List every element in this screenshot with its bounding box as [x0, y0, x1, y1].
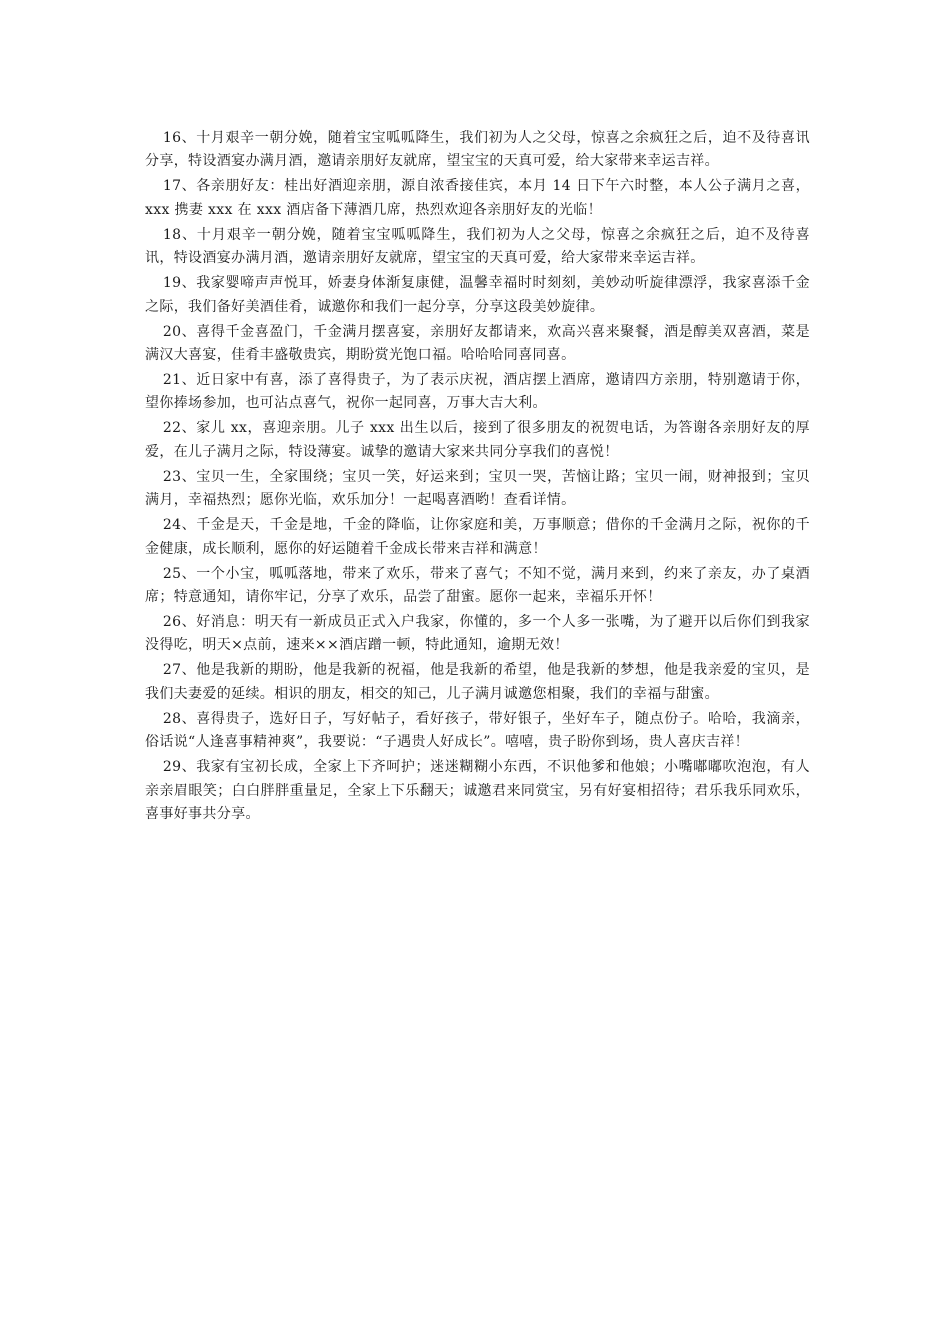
paragraph-24: 24、千金是天，千金是地，千金的降临，让你家庭和美，万事顺意；借你的千金满月之际，祝你的千金健康，成长顺利，愿你的好运随着千金成长带来吉祥和满意！ — [145, 517, 810, 557]
paragraph-23: 23、宝贝一生，全家围绕；宝贝一笑，好运来到；宝贝一哭，苦恼让路；宝贝一闹，财神报到；宝贝满月，幸福热烈；愿你光临，欢乐加分！一起喝喜酒哟！查看详情。 — [145, 468, 810, 509]
paragraph-25: 25、一个小宝，呱呱落地，带来了欢乐，带来了喜气；不知不觉，满月来到，约来了亲友，办了桌酒席；特意通知，请你牢记，分享了欢乐，品尝了甜蜜。愿你一起来，幸福乐开怀！ — [145, 565, 810, 606]
paragraph-18: 18、十月艰辛一朝分娩，随着宝宝呱呱降生，我们初为人之父母，惊喜之余疯狂之后，迫不及待喜讯，特设酒宴办满月酒，邀请亲朋好友就席，望宝宝的天真可爱，给大家带来幸运吉祥。 — [145, 226, 810, 267]
paragraph-22: 22、家儿 xx，喜迎亲朋。儿子 xxx 出生以后，接到了很多朋友的祝贺电话，为答谢各亲朋好友的厚爱，在儿子满月之际，特设薄宴。诚挚的邀请大家来共同分享我们的喜悦！ — [145, 420, 810, 460]
paragraph-20: 20、喜得千金喜盈门，千金满月摆喜宴，亲朋好友都请来，欢高兴喜来聚餐，酒是醇美双喜酒，菜是满汉大喜宴，佳肴丰盛敬贵宾，期盼赏光饱口福。哈哈哈同喜同喜。 — [145, 323, 810, 364]
paragraph-16: 16、十月艰辛一朝分娩，随着宝宝呱呱降生，我们初为人之父母，惊喜之余疯狂之后，迫不及待喜讯分享，特设酒宴办满月酒，邀请亲朋好友就席，望宝宝的天真可爱，给大家带来幸运吉祥。 — [145, 130, 810, 170]
paragraph-21: 21、近日家中有喜，添了喜得贵子，为了表示庆祝，酒店摆上酒席，邀请四方亲朋，特别邀请于你，望你捧场参加，也可沾点喜气，祝你一起同喜，万事大吉大利。 — [145, 372, 810, 412]
paragraph-19: 19、我家婴啼声声悦耳，娇妻身体渐复康健，温馨幸福时时刻刻，美妙动听旋律漂浮，我家喜添千金之际，我们备好美酒佳肴，诚邀你和我们一起分享，分享这段美妙旋律。 — [145, 275, 810, 315]
paragraph-17: 17、各亲朋好友：桂出好酒迎亲朋，源自浓香接佳宾，本月 14 日下午六时整，本人公子满月之喜，xxx 携妻 xxx 在 xxx 酒店备下薄酒几席，热烈欢迎各亲朋好友的光临！ — [145, 178, 810, 218]
paragraph-27: 27、他是我新的期盼，他是我新的祝福，他是我新的希望，他是我新的梦想，他是我亲爱的宝贝，是我们夫妻爱的延续。相识的朋友，相交的知己，儿子满月诚邀您相聚，我们的幸福与甜蜜。 — [145, 662, 810, 702]
document-body — [145, 127, 810, 828]
paragraph-29: 29、我家有宝初长成，全家上下齐呵护；迷迷糊糊小东西，不识他爹和他娘；小嘴嘟嘟吹泡泡，有人亲亲眉眼笑；白白胖胖重量足，全家上下乐翻天；诚邀君来同赏宝，另有好宴相招待；君乐我乐同欢乐，喜事好事共分享。 — [145, 759, 810, 823]
paragraph-26: 26、好消息：明天有一新成员正式入户我家，你懂的，多一个人多一张嘴，为了避开以后你们到我家没得吃，明天×点前，速来××酒店蹭一顿，特此通知，逾期无效！ — [145, 614, 810, 654]
paragraph-28: 28、喜得贵子，选好日子，写好帖子，看好孩子，带好银子，坐好车子，随点份子。哈哈，我滴亲，俗话说“人逢喜事精神爽”，我要说：“子遇贵人好成长”。嘻嘻，贵子盼你到场，贵人喜庆吉祥！ — [145, 710, 810, 751]
